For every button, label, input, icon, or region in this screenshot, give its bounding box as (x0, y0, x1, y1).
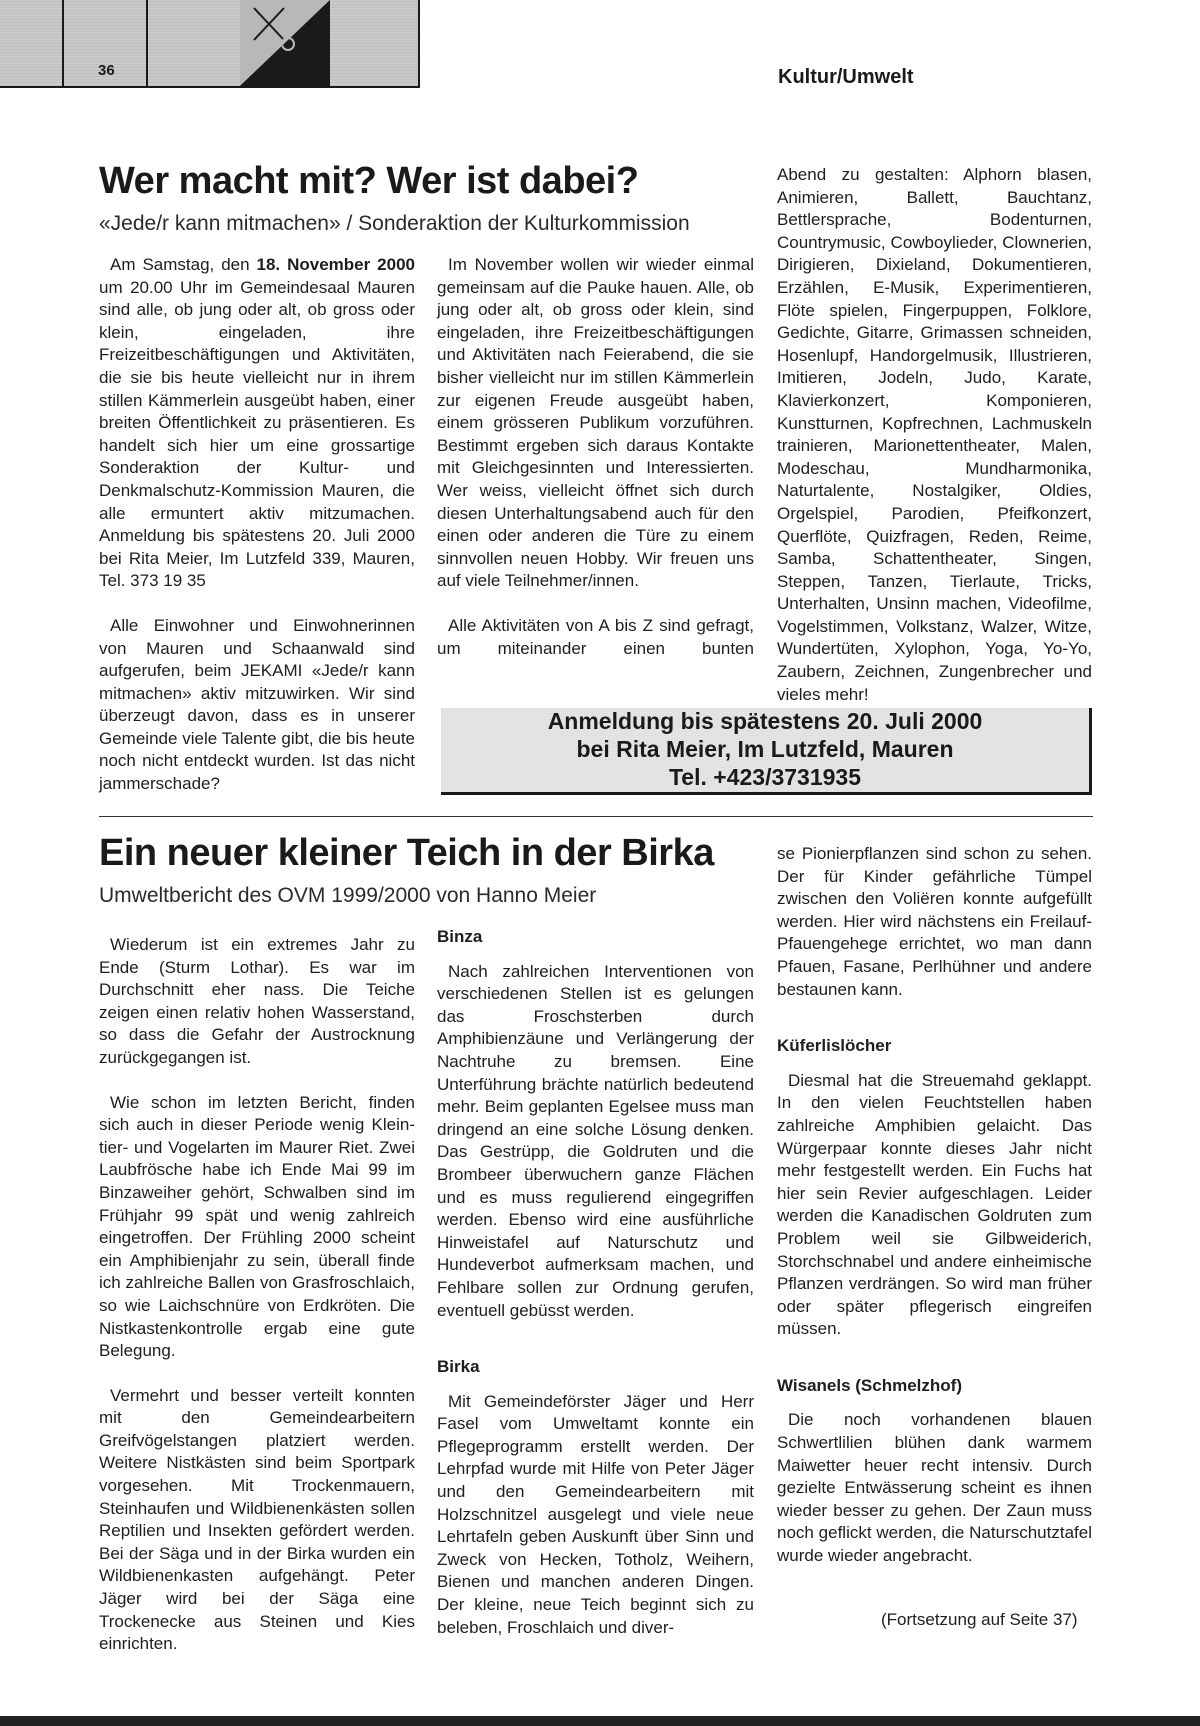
registration-callout (441, 708, 1092, 795)
paragraph: Mit Gemeindeförster Jäger und Herr Fasel vom Umweltamt konnte ein Pflegeprogramm erstellt werden. Der Lehrpfad wurde mit Hilfe von Peter Jäger und den Gemeindearbeitern mit Holzschnitzel ausgelegt und viele neue Lehrtafeln geben Auskunft über Sinn und Zweck von Hecken, Totholz, Weihern, Bienen und manchen anderen Dingen. Der kleine, neue Teich beginnt sich zu beleben, Froschlaich und diver- (437, 1391, 754, 1637)
article-subtitle: «Jede/r kann mitmachen» / Sonderaktion der Kulturkommission (99, 212, 690, 235)
callout-line: bei Rita Meier, Im Lutzfeld, Mauren (576, 736, 954, 762)
paragraph: Im November wollen wir wieder einmal gemeinsam auf die Pauke hauen. Alle, ob jung oder alt, ob gross oder klein, sind eingeladen, ihre Freizeitbeschäftigungen und Aktivitäten nach Feierabend, die sie bisher vielleicht nur im stillen Kämmerlein zur eigenen Freude ausgeübt haben, einem grösseren Publikum vorzuführen. Bestimmt ergeben sich daraus Kontakte mit Gleichgesinnten und Interessierten. Wer weiss, vielleicht öffnet sich durch diesen Unterhaltungsabend auch für den einen oder anderen die Türe zu einem sinnvollen neuen Hobby. Wir freuen uns auf viele Teilnehmer/innen. (437, 255, 754, 591)
section-heading: Birka (437, 1357, 480, 1377)
article-title: Ein neuer kleiner Teich in der Birka (99, 832, 714, 874)
section-heading: Küferlislöcher (777, 1036, 892, 1056)
continuation-note: (Fortsetzung auf Seite 37) (881, 1610, 1078, 1629)
section-label: Kultur/Umwelt (778, 66, 914, 88)
callout-line: Anmeldung bis spätestens 20. Juli 2000 (547, 708, 983, 734)
article1-column-2 (437, 254, 754, 660)
article2-column-1 (99, 934, 415, 1656)
paragraph: Alle Aktivitäten von A bis Z sind gefragt, um miteinander einen bunten (437, 615, 754, 658)
header-divider (62, 0, 64, 86)
paragraph: Nach zahlreichen Interventionen von verschiedenen Stellen ist es gelungen das Froschsterben durch Amphibienzäune und Verlängerung der Nachtruhe zu bremsen. Eine Unterführung brächte natürlich bedeutend mehr. Beim geplanten Egelsee muss man dringend an eine solche Lösung denken. Das Gestrüpp, die Goldruten und die Brombeer überwuchern ganze Flächen und es muss regulierend eingegriffen werden. Ebenso wird eine ausführliche Hinweistafel auf Naturschutz und Hundeverbot aufmerksam machen, und Fehlbare sollen zur Ordnung gerufen, eventuell gebüsst werden. (437, 961, 754, 1320)
header-divider (146, 0, 148, 86)
article1-column-3 (777, 164, 1092, 706)
header-divider (418, 0, 420, 86)
header-rule (0, 86, 420, 88)
paragraph: Wie schon im letzten Bericht, finden sich auch in dieser Periode wenig Klein-tier- und Vogelarten im Maurer Riet. Zwei Laubfrösche habe ich Ende Mai 99 im Binzaweiher gehört, Schwalben sind im Frühjahr 99 spät und wenig zahlreich eingetroffen. Der Frühling 2000 scheint ein Amphibienjahr zu sein, überall finde ich zahlreiche Ballen von Grasfroschlaich, so wie Laichschnüre von Erdkröten. Die Nistkastenkontrolle ergab eine gute Belegung. (99, 1092, 415, 1361)
article-title: Wer macht mit? Wer ist dabei? (99, 160, 639, 202)
article2-column-2 (437, 926, 754, 1639)
paragraph: Am Samstag, den 18. November 2000 um 20.00 Uhr im Gemeindesaal Mauren sind alle, ob jung oder alt, ob gross oder klein, eingeladen, ihre Freizeitbeschäftigungen und Aktivitäten, die sie bis heute vielleicht nur in ihrem stillen Kämmerlein ausgeübt haben, einer breiten Öffentlichkeit zu präsentieren. Es handelt sich hier um eine grossartige Sonderaktion der Kultur- und Denkmalschutz-Kommission Mauren, die alle ermuntert aktiv mitzumachen. Anmeldung bis spätestens 20. Juli 2000 bei Rita Meier, Im Lutzfeld 339, Mauren, Tel. 373 19 35 (99, 255, 415, 591)
crossed-tools-icon (240, 0, 330, 86)
paragraph: Die noch vorhandenen blauen Schwertlilien blühen dank warmem Maiwetter heuer recht intensiv. Durch gezielte Entwässerung scheint es ihnen wieder besser zu gehen. Der Zaun muss noch geflickt werden, die Naturschutztafel wurde wieder angebracht. (777, 1410, 1092, 1566)
paragraph: se Pionierpflanzen sind schon zu sehen. Der für Kinder gefährliche Tümpel zwischen den Voliëren konnte aufgefüllt werden. Hier wird nächstens ein Freilauf-Pfauengehege errichtet, wo man dann Pfauen, Fasane, Perlhühner und andere bestaunen kann. (777, 844, 1092, 999)
page-number: 36 (98, 62, 115, 79)
paragraph: Wiederum ist ein extremes Jahr zu Ende (Sturm Lothar). Es war im Durchschnitt eher nass. Die Teiche zeigen einen relativ hohen Wasserstand, so dass die Gefahr der Austrocknung zurückgegangen ist. (99, 935, 415, 1067)
article-subtitle: Umweltbericht des OVM 1999/2000 von Hanno Meier (99, 884, 597, 907)
bottom-strip (0, 1716, 1200, 1726)
article2-column-3 (777, 843, 1092, 1568)
callout-phone: Tel. +423/3731935 (668, 764, 862, 790)
paragraph: Abend zu gestalten: Alphorn blasen, Animieren, Ballett, Bauchtanz, Bettlersprache, Bodenturnen, Countrymusic, Cowboylieder, Clownerien, Dirigieren, Dixieland, Dokumentieren, Erzählen, E-Musik, Experimentieren, Flöte spielen, Fingerpuppen, Folklore, Gedichte, Gitarre, Grimassen schneiden, Hosenlupf, Handorgelmusik, Illustrieren, Imitieren, Jodeln, Judo, Karate, Klavierkonzert, Komponieren, Kunstturnen, Kopfrechnen, Lachmuskeln trainieren, Marionettentheater, Malen, Modeschau, Mundharmonika, Naturtalente, Nostalgiker, Oldies, Orgelspiel, Parodien, Pfeifkonzert, Querflöte, Quizfragen, Reden, Reime, Samba, Schattentheater, Singen, Steppen, Tanzen, Tierlaute, Tricks, Unterhalten, Unsinn machen, Videofilme, Vogelstimmen, Volkstanz, Walzer, Witze, Wundertüten, Xylophon, Yoga, Yo-Yo, Zaubern, Zeichnen, Zungenbrecher und vieles mehr! (777, 165, 1092, 704)
paragraph: Alle Einwohner und Einwohnerinnen von Mauren und Schaanwald sind aufgerufen, beim JEKAMI «Jede/r kann mitmachen» aktiv mitzuwirken. Wir sind überzeugt davon, dass es in unserer Gemeinde viele Talente gibt, die bis heute noch nicht entdeckt wurden. Ist das nicht jammerschade? (99, 615, 415, 794)
section-heading: Wisanels (Schmelzhof) (777, 1375, 962, 1395)
article1-column-1 (99, 254, 415, 796)
paragraph: Diesmal hat die Streuemahd geklappt. In den vielen Feuchtstellen haben zahlreiche Amphibien gelaicht. Das Würgerpaar konnte dieses Jahr nicht mehr festgestellt werden. Ein Fuchs hat hier sein Revier aufgeschlagen. Leider werden die Kanadischen Goldruten zum Problem weil sie Gilbweiderich, Storchschnabel und andere einheimische Pflanzen verdrängen. So wird man früher oder später pflegerisch eingreifen müssen. (777, 1070, 1092, 1339)
paragraph: Vermehrt und besser verteilt konnten mit den Gemeindearbeitern Greifvögelstangen platziert werden. Weitere Nistkästen sind beim Sportpark vorgesehen. Mit Trockenmauern, Steinhaufen und Wildbienenkästen sollen Reptilien und Insekten gefördert werden. Bei der Säga und in der Birka wurden ein Wildbienenkasten aufgehängt. Peter Jäger wird bei der Säga eine Trockenecke aus Steinen und Kies einrichten. (99, 1385, 415, 1654)
article-divider (99, 816, 1093, 817)
section-heading: Binza (437, 927, 483, 946)
